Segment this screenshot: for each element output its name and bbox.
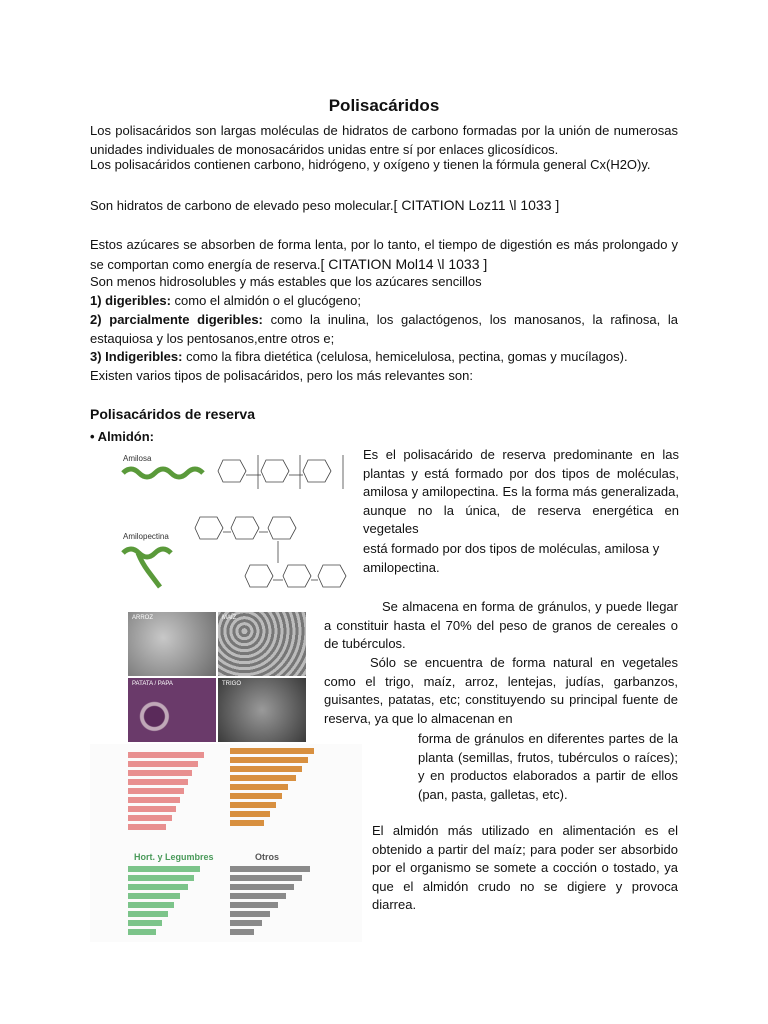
intro-paragraph-6: Existen varios tipos de polisacáridos, pero los más relevantes son: <box>90 368 473 383</box>
glucose-ring-chain-bottom <box>195 517 346 587</box>
section-heading: Polisacáridos de reserva <box>90 406 255 422</box>
micrograph-maiz <box>218 612 306 676</box>
citation-mol14: [ CITATION Mol14 \l 1033 ] <box>320 255 488 272</box>
intro-paragraph-5: Son menos hidrosolubles y más estables que los azúcares sencillos <box>90 274 482 289</box>
list-item-1-text: como el almidón o el glucógeno; <box>170 293 361 308</box>
micrograph-patata-label: PATATA / PAPA <box>132 681 173 687</box>
bar-charts <box>90 744 362 942</box>
list-item-1-bold: 1) digeribles: <box>90 293 171 308</box>
chart-red-bars <box>128 752 204 830</box>
list-item-3-text: como la fibra dietética (celulosa, hemicelulosa, pectina, gomas y mucílagos). <box>182 349 628 364</box>
intro-paragraph-1: Los polisacáridos son largas moléculas de hidratos de carbono formadas por la unión de numerosas unidades individuales de monosacáridos unidas entre sí por enlaces glicosídicos. <box>90 123 678 157</box>
starch-structure-figure <box>118 445 358 600</box>
micrograph-trigo <box>218 678 306 742</box>
chart-green-bars <box>128 866 200 935</box>
bullet-almidon: • Almidón: <box>90 429 155 444</box>
citation-loz11: [ CITATION Loz11 \l 1033 ] <box>393 197 560 213</box>
intro-paragraph-4 <box>90 236 678 274</box>
list-item-3-bold: 3) Indigeribles: <box>90 349 183 364</box>
amilopectina-branch-icon <box>123 549 171 587</box>
list-item-1 <box>90 292 361 310</box>
micrograph-arroz <box>128 612 216 676</box>
page-title: Polisacáridos <box>328 96 440 115</box>
label-amilosa: Amilosa <box>123 454 152 463</box>
right-paragraph-4a: Sólo se encuentra de forma natural en vegetales como el trigo, maíz, arroz, lentejas, judías, garbanzos, guisantes, patatas, etc; constituyendo su principal fuente de reserva, ya que lo almacenan en <box>324 655 678 726</box>
micrograph-arroz-label: ARROZ <box>132 615 153 621</box>
right-paragraph-5: El almidón más utilizado en alimentación es el obtenido a partir del maíz; para poder ser absorbido por el organismo se somete a cocción o tostado, ya que el almidón crudo no se digiere y provoca diarrea. <box>372 823 678 913</box>
intro-paragraph-4-text: Estos azúcares se absorben de forma lenta, por lo tanto, el tiempo de digestión es más prolongado y se comportan como energía de reserva. <box>90 237 678 272</box>
right-paragraph-3: Se almacena en forma de gránulos, y puede llegar a constituir hasta el 70% del peso de granos de cereales o de tubérculos. <box>324 599 678 652</box>
charts-panel <box>90 744 362 942</box>
micrograph-trigo-label: TRIGO <box>222 681 241 687</box>
micrograph-patata <box>128 678 216 742</box>
label-amilopectina: Amilopectina <box>123 532 169 541</box>
glucose-ring-chain-top <box>218 455 343 489</box>
chart-orange-bars <box>230 748 314 826</box>
intro-paragraph-3-text: Son hidratos de carbono de elevado peso molecular. <box>90 198 394 213</box>
list-item-2-text: como la inulina, los galactógenos, los manosanos, la rafinosa, la estaquiosa y los pentosanos,entre otros e; <box>90 312 678 346</box>
micrograph-maiz-label: MAÍZ <box>222 615 237 621</box>
list-item-2-bold: 2) parcialmente digeribles: <box>90 312 263 327</box>
intro-paragraph-2: Los polisacáridos contienen carbono, hidrógeno, y oxígeno y tienen la fórmula general Cx(H2O)y. <box>90 157 651 172</box>
chart-title-hort: Hort. y Legumbres <box>134 852 214 862</box>
right-paragraph-1: Es el polisacárido de reserva predominante en las plantas y está formado por dos tipos de moléculas, amilosa y amilopectina. Es la forma más generalizada, aunque no la única, de reserva energética en vegetales <box>363 447 679 537</box>
list-item-2 <box>90 311 678 348</box>
intro-paragraph-3 <box>90 196 559 215</box>
chart-title-otros: Otros <box>255 852 280 862</box>
amilosa-helix-icon <box>123 469 203 477</box>
chart-gray-bars <box>230 866 310 935</box>
right-paragraph-4b: forma de gránulos en diferentes partes de la planta (semillas, frutos, tubérculos o raíces); y en productos elaborados a partir de ellos (pan, pasta, galletas, etc). <box>418 731 678 802</box>
list-item-3 <box>90 348 628 366</box>
starch-structure-diagram <box>118 445 358 600</box>
right-paragraph-2: está formado por dos tipos de moléculas, amilosa y amilopectina. <box>363 541 660 575</box>
